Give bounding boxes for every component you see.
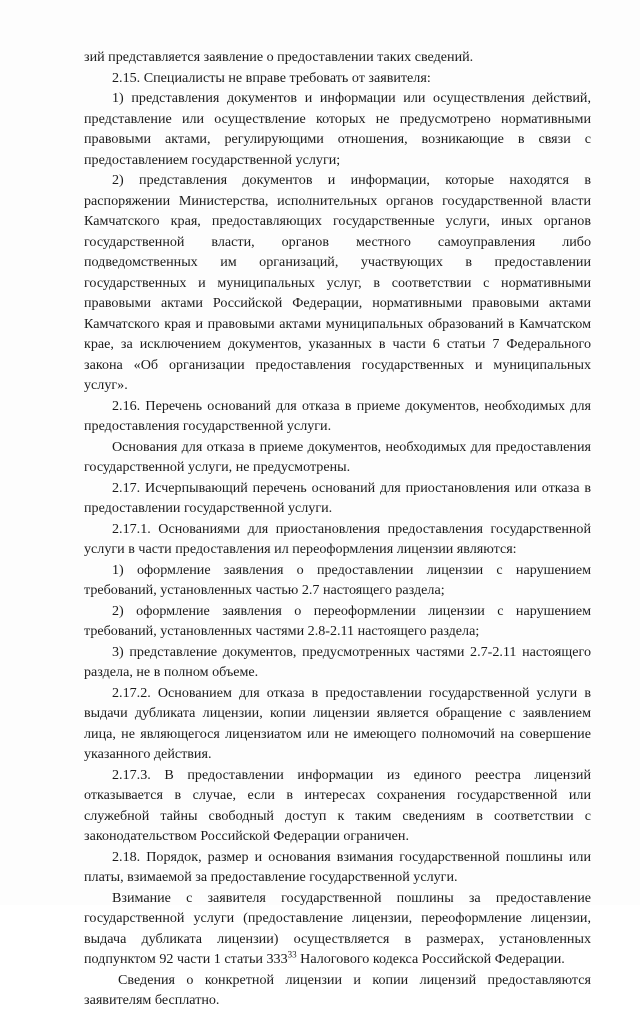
paragraph-2-16: 2.16. Перечень оснований для отказа в приеме документов, необходимых для предоставления государственной услуги. (84, 397, 591, 434)
paragraph-2-16-grounds: Основания для отказа в приеме документов, необходимых для предоставления государственной услуги, не предусмотрены. (84, 438, 591, 475)
paragraph-2-17-3: 2.17.3. В предоставлении информации из единого реестра лицензий отказывается в случае, если в интересах сохранения государственной или служебной тайны свободный доступ к таким сведениям в соответствии с законодательством Российской Федерации ограничен. (84, 766, 591, 844)
document-body (84, 47, 591, 1011)
paragraph-2-18: 2.18. Порядок, размер и основания взимания государственной пошлины или платы, взимаемой за предоставление государственной услуги. (84, 848, 591, 885)
paragraph-2-17-1-item-1: 1) оформление заявления о предоставлении лицензии с нарушением требований, установленных частью 2.7 настоящего раздела; (84, 561, 591, 598)
fee-text-tail: Налогового кодекса Российской Федерации. (296, 951, 565, 967)
paragraph-2-15-item-2: 2) представления документов и информации, которые находятся в распоряжении Министерства, исполнительных органов государственной власти Камчатского края, предоставляющих государственные услуги, иных органов государственной власти, органов местного самоуправления либо подведомственных им организаций, участвующих в предоставлении государственных и муниципальных услуг, в соответствии с нормативными правовыми актами Российской Федерации, нормативными правовыми актами Камчатского края и правовыми актами муниципальных образований в Камчатском крае, за исключением документов, указанных в части 6 статьи 7 Федерального закона «Об организации предоставления государственных и муниципальных услуг». (84, 172, 591, 393)
paragraph-2-18-fee (84, 888, 591, 970)
superscript-33: 33 (287, 949, 297, 960)
paragraph-2-17-1-item-2: 2) оформление заявления о переоформлении лицензии с нарушением требований, установленных частями 2.8-2.11 настоящего раздела; (84, 602, 591, 639)
paragraph-2-17-2: 2.17.2. Основанием для отказа в предоставлении государственной услуги в выдачи дубликата лицензии, копии лицензии является обращение с заявлением лица, не являющегося лицензиатом или не имеющего полномочий на совершение указанного действия. (84, 684, 591, 762)
fee-text: Взимание с заявителя государственной пошлины за предоставление государственной услуги (предоставление лицензии, переоформление лицензии, выдача дубликата лицензии) осуществляется в размерах, установленных подпунктом 92 части 1 статьи 333 (84, 889, 591, 967)
paragraph-2-15-item-1: 1) представления документов и информации или осуществления действий, представление или осуществление которых не предусмотрено нормативными правовыми актами, регулирующими отношения, возникающие в связи с предоставлением государственной услуги; (84, 90, 591, 168)
paragraph-free-copies: Сведения о конкретной лицензии и копии лицензий предоставляются заявителям бесплатно. (84, 971, 591, 1008)
paragraph-2-17: 2.17. Исчерпывающий перечень оснований для приостановления или отказа в предоставлении государственной услуги. (84, 479, 591, 516)
paragraph-2-17-1: 2.17.1. Основаниями для приостановления предоставления государственной услуги в части предоставления ил переоформления лицензии являются: (84, 520, 591, 557)
paragraph-2-17-1-item-3: 3) представление документов, предусмотренных частями 2.7-2.11 настоящего раздела, не в полном объеме. (84, 643, 591, 680)
paragraph-2-15: 2.15. Специалисты не вправе требовать от заявителя: (112, 69, 431, 86)
paragraph-continuation: зий представляется заявление о предоставлении таких сведений. (84, 49, 474, 65)
